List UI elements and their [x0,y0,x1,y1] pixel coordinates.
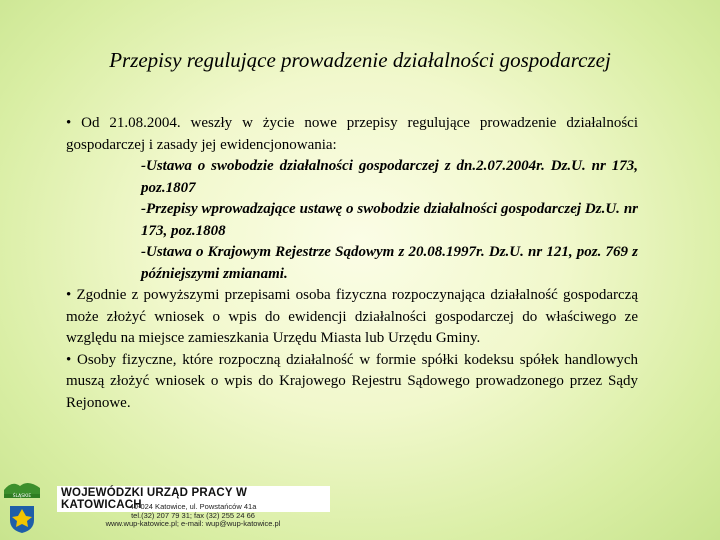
sub-item-1: -Ustawa o swobodzie działalności gospodarczej z dn.2.07.2004r. Dz.U. nr 173, poz.1807 [141,158,638,196]
footer-address: 40-024 Katowice, ul. Powstańców 41a [129,502,257,511]
slide-body [66,113,638,414]
bullet-3: • Osoby fizyczne, które rozpoczną działalność w formie spółki kodeksu spółek handlowych muszą złożyć wniosek o wpis do Krajowego Rejestru Sądowego prowadzonego przez Sądy Rejonowe. [66,351,638,411]
footer-phones: tel.(32) 207 79 31; fax (32) 255 24 66 [131,510,255,520]
sub-item-2: -Przepisy wprowadzające ustawę o swobodzie działalności gospodarczej Dz.U. nr 173, poz.1808 [141,201,638,239]
sub-item-3: -Ustawa o Krajowym Rejestrze Sądowym z 20.08.1997r. Dz.U. nr 121, poz. 769 z późniejszymi zmianami. [141,244,638,282]
bullet-1: • Od 21.08.2004. weszły w życie nowe przepisy regulujące prowadzenie działalności gospodarczej i zasady jej ewidencjonowania: [66,115,638,153]
bullet-2: • Zgodnie z powyższymi przepisami osoba fizyczna rozpoczynająca działalność gospodarczą może złożyć wniosek o wpis do ewidencji działalności gospodarczej do właściwego ze względu na miejsce zamieszkania Urzędu Miasta lub Urzędu Gminy. [66,287,638,346]
silesia-logo-icon [2,476,42,534]
footer-contact [88,503,298,529]
silesia-logo [2,476,42,534]
footer-org-name: WOJEWÓDZKI URZĄD PRACY W KATOWICACH [57,486,330,512]
footer [0,470,330,540]
slide-title: Przepisy regulujące prowadzenie działalności gospodarczej [109,48,611,72]
logo-caption: ŚLĄSKIE [12,494,32,499]
footer-web: www.wup-katowice.pl; e-mail: wup@wup-katowice.pl [105,519,281,528]
